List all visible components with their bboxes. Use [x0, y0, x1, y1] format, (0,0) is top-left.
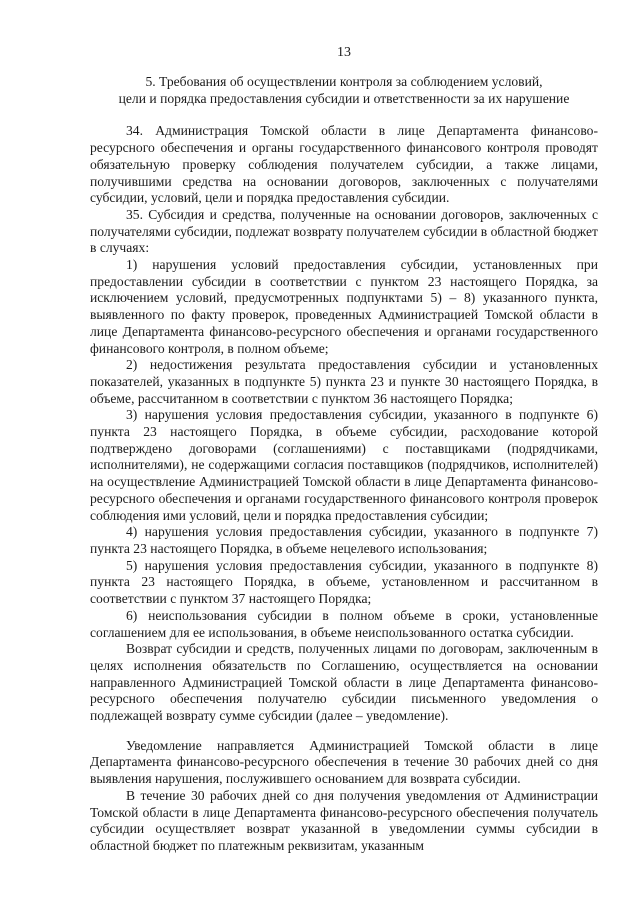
page-number: 13: [337, 45, 351, 60]
paragraph-refund-term: В течение 30 рабочих дней со дня получения уведомления от Администрации Томской области в лице Департамента финансово-ресурсного обеспечения получатель субсидии осуществляет возврат указанной в уведомлении суммы субсидии в областной бюджет по платежным реквизитам, указанным: [90, 787, 598, 853]
section-heading-line-2: цели и порядка предоставления субсидии и ответственности за их нарушение: [118, 90, 570, 106]
list-item-4: 4) нарушения условия предоставления субсидии, указанного в подпункте 7) пункта 23 настоящего Порядка, в объеме нецелевого использования;: [90, 524, 598, 556]
section-heading-line-1: 5. Требования об осуществлении контроля за соблюдением условий,: [145, 74, 543, 89]
paragraph-notice: Уведомление направляется Администрацией Томской области в лице Департамента финансово-ресурсного обеспечения в течение 30 рабочих дней со дня выявления нарушения, послужившего основанием для возврата субсидии.: [90, 737, 598, 787]
list-item-1: 1) нарушения условий предоставления субсидии, установленных при предоставлении субсидии в соответствии с пунктом 23 настоящего Порядка, за исключением условий, предусмотренных подпунктами 5) – 8) указанного пункта, выявленного по факту проверок, проведенных Администрацией Томской области в лице Департамента финансово-ресурсного обеспечения и органами государственного финансового контроля, в полном объеме;: [90, 257, 598, 356]
list-item-3: 3) нарушения условия предоставления субсидии, указанного в подпункте 6) пункта 23 настоящего Порядка, в объеме субсидии, расходование которой подтверждено договорами (соглашениями) с поставщиками (подрядчиками, исполнителями), не содержащими согласия поставщиков (подрядчиков, исполнителей) на осуществление Администрацией Томской области в лице Департамента финансово-ресурсного обеспечения и органами государственного финансового контроля проверок соблюдения ими условий, цели и порядка предоставления субсидии;: [90, 407, 598, 523]
list-item-6: 6) неиспользования субсидии в полном объеме в сроки, установленные соглашением для ее использования, в объеме неиспользованного остатка субсидии.: [90, 607, 598, 640]
paragraph-refund-basis: Возврат субсидии и средств, полученных лицами по договорам, заключенным в целях исполнения обязательств по Соглашению, осуществляется на основании направленного Администрацией Томской области в лице Департамента финансово-ресурсного обеспечения получателю субсидии письменного уведомления о подлежащей возврату сумме субсидии (далее – уведомление).: [90, 641, 598, 724]
section-heading: [90, 74, 598, 107]
document-body: [90, 123, 598, 854]
list-item-5: 5) нарушения условия предоставления субсидии, указанного в подпункте 8) пункта 23 настоящего Порядка, в объеме, установленном и рассчитанном в соответствии с пунктом 37 настоящего Порядка;: [90, 557, 598, 607]
paragraph-35: 35. Субсидия и средства, полученные на основании договоров, заключенных с получателями субсидии, подлежат возврату получателем субсидии в областной бюджет в случаях:: [90, 206, 598, 256]
list-item-2: 2) недостижения результата предоставления субсидии и установленных показателей, указанных в подпункте 5) пункта 23 и пункте 30 настоящего Порядка, в объеме, рассчитанном в соответствии с пунктом 36 настоящего Порядка;: [90, 357, 598, 406]
paragraph-34: 34. Администрация Томской области в лице Департамента финансово-ресурсного обеспечения и органы государственного финансового контроля проводят обязательную проверку соблюдения получателем субсидии, а также лицами, получившими средства на основании договоров, заключенных с получателями субсидии, условий, цели и порядка предоставления субсидии.: [90, 123, 598, 206]
